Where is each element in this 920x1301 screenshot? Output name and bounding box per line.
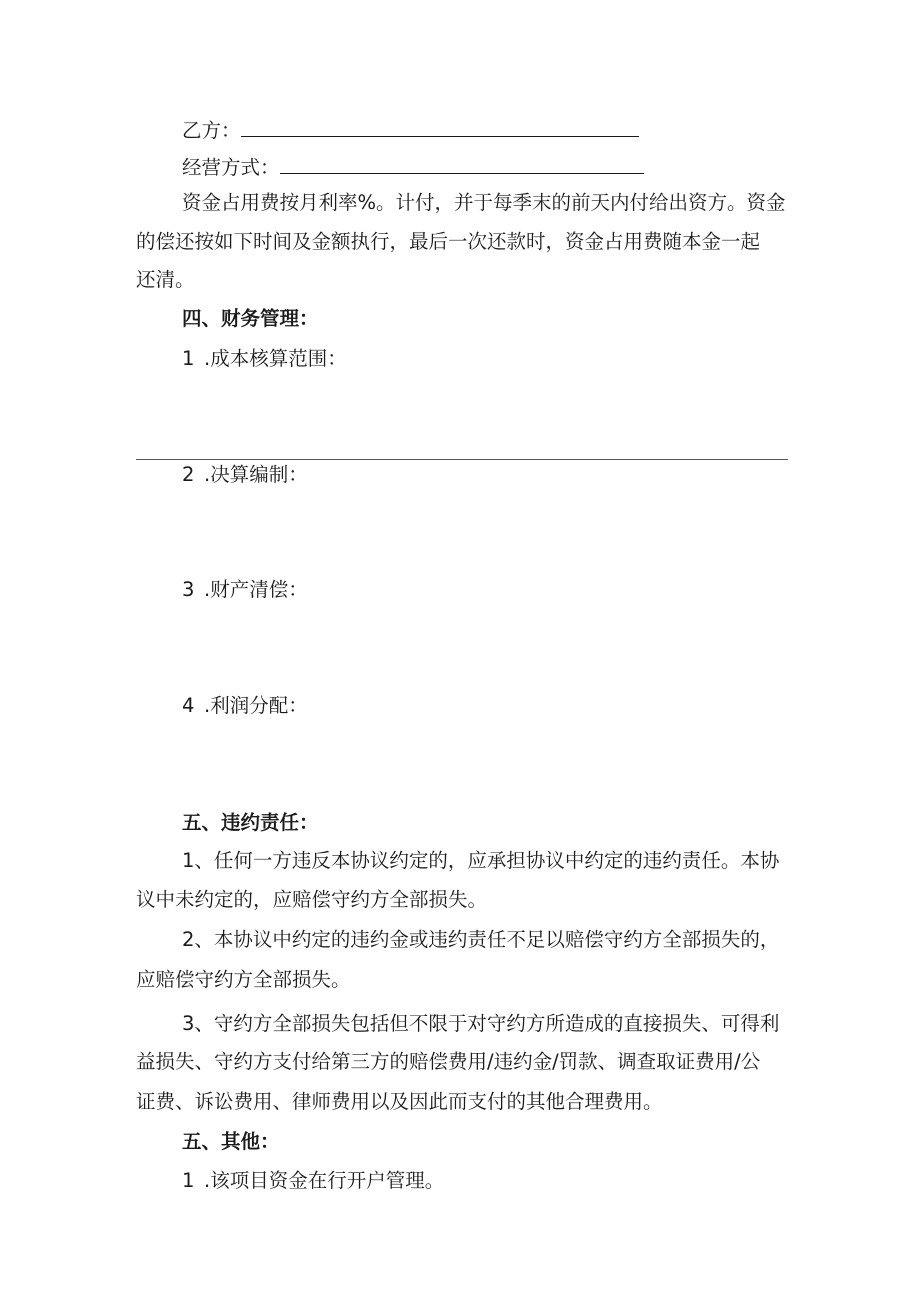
item-label: .决算编制： — [204, 463, 308, 486]
breach-p3-line-1: 3、守约方全部损失包括但不限于对守约方所造成的直接损失、可得利 — [182, 1012, 780, 1035]
fee-paragraph-line-2: 的偿还按如下时间及金额执行，最后一次还款时，资金占用费随本金一起 — [136, 230, 761, 253]
item-label: .该项目资金在行开户管理。 — [204, 1169, 445, 1192]
fee-paragraph-line-3: 还清。 — [136, 268, 195, 291]
breach-p1-line-1: 1、任何一方违反本协议约定的，应承担协议中约定的违约责任。本协 — [182, 849, 780, 872]
section-4-heading: 四、财务管理： — [182, 307, 319, 330]
section-4-item-2 — [182, 463, 308, 487]
section-4-item-3 — [182, 578, 308, 602]
item-number: 2 — [182, 463, 195, 486]
breach-p2-line-2: 应赔偿守约方全部损失。 — [136, 968, 351, 991]
horizontal-rule — [136, 459, 788, 460]
item-number: 1 — [182, 1169, 195, 1192]
section-4-item-1 — [182, 347, 347, 371]
item-label: .利润分配： — [204, 694, 308, 717]
party-b-line — [182, 116, 639, 143]
section-6-item-1 — [182, 1169, 444, 1193]
item-label: .财产清偿： — [204, 578, 308, 601]
breach-p3-line-2: 益损失、守约方支付给第三方的赔偿费用/违约金/罚款、调查取证费用/公 — [136, 1050, 761, 1073]
breach-p2-line-1: 2、本协议中约定的违约金或违约责任不足以赔偿守约方全部损失的， — [182, 928, 780, 951]
item-number: 3 — [182, 578, 195, 601]
item-label: .成本核算范围： — [204, 347, 347, 370]
section-5-heading: 五、违约责任： — [182, 811, 319, 834]
fee-paragraph-line-1: 资金占用费按月利率%。计付，并于每季末的前天内付给出资方。资金 — [182, 191, 786, 214]
breach-p3-line-3: 证费、诉讼费用、律师费用以及因此而支付的其他合理费用。 — [136, 1090, 663, 1113]
business-mode-line — [182, 153, 644, 180]
item-number: 4 — [182, 694, 195, 717]
section-6-heading: 五、其他： — [182, 1130, 280, 1153]
breach-p1-line-2: 议中未约定的，应赔偿守约方全部损失。 — [136, 888, 488, 911]
party-b-label: 乙方： — [182, 119, 241, 142]
business-mode-blank[interactable] — [280, 153, 644, 174]
business-mode-label: 经营方式： — [182, 156, 280, 179]
party-b-blank[interactable] — [241, 116, 639, 137]
item-number: 1 — [182, 347, 195, 370]
section-4-item-4 — [182, 694, 308, 718]
